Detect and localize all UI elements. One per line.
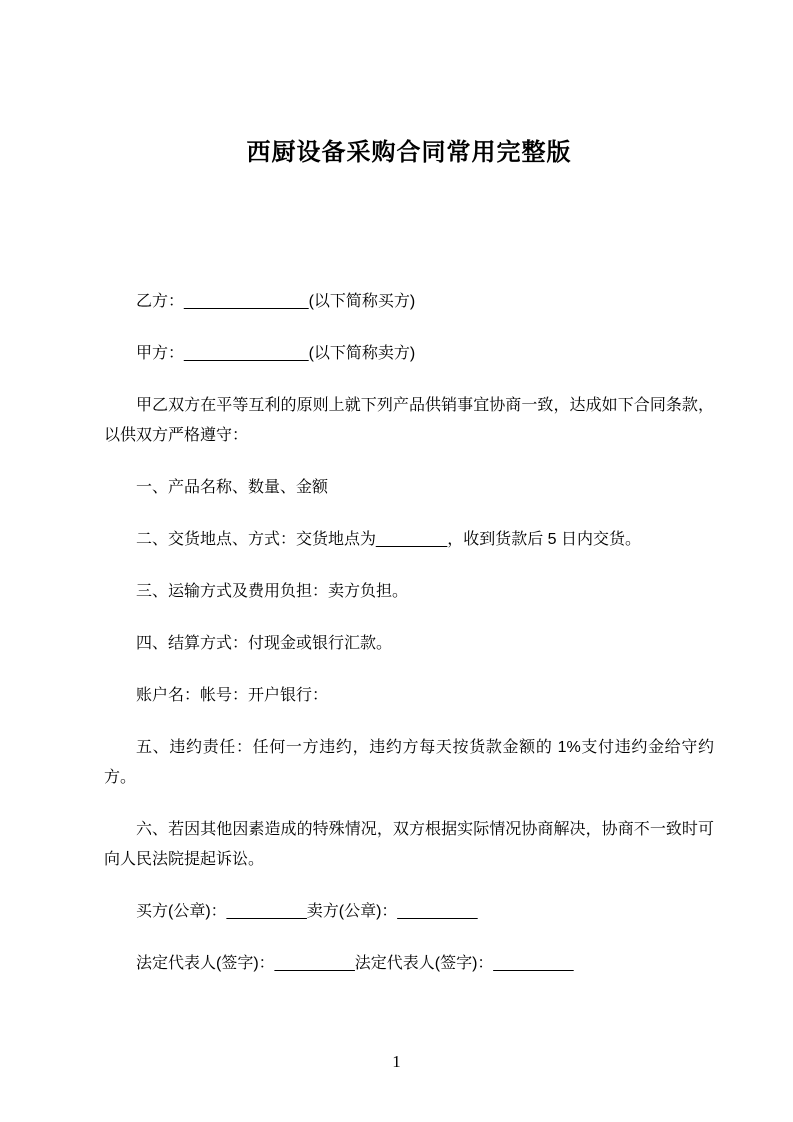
clause-4-settlement: 四、结算方式：付现金或银行汇款。 bbox=[136, 635, 393, 652]
clause-2-delivery: 二、交货地点、方式：交货地点为________，收到货款后 5 日内交货。 bbox=[136, 531, 641, 548]
paragraph-party-a: 甲方：______________(以下简称卖方) bbox=[136, 345, 416, 362]
paragraph-signature-seal: 买方(公章)：_________卖方(公章)：_________ bbox=[136, 903, 478, 920]
document-title: 西厨设备采购合同常用完整版 bbox=[246, 139, 572, 166]
paragraph-account-info: 账户名：帐号：开户银行： bbox=[136, 687, 329, 704]
clause-6-dispute: 六、若因其他因素造成的特殊情况，双方根据实际情况协商解决，协商不一致时可向人民法院提起诉讼。 bbox=[104, 821, 714, 868]
paragraph-signature-rep: 法定代表人(签字)：_________法定代表人(签字)：_________ bbox=[136, 955, 574, 972]
paragraph-party-b: 乙方：______________(以下简称买方) bbox=[136, 293, 416, 310]
page-footer bbox=[0, 1052, 793, 1072]
clause-5-breach: 五、违约责任：任何一方违约，违约方每天按货款金额的 1%支付违约金给守约方。 bbox=[104, 739, 714, 786]
page-number: 1 bbox=[392, 1052, 401, 1071]
clause-1-product: 一、产品名称、数量、金额 bbox=[136, 479, 329, 496]
paragraph-preamble: 甲乙双方在平等互利的原则上就下列产品供销事宜协商一致，达成如下合同条款，以供双方严格遵守： bbox=[104, 397, 714, 444]
document-body bbox=[104, 287, 714, 979]
clause-3-transport: 三、运输方式及费用负担：卖方负担。 bbox=[136, 583, 409, 600]
